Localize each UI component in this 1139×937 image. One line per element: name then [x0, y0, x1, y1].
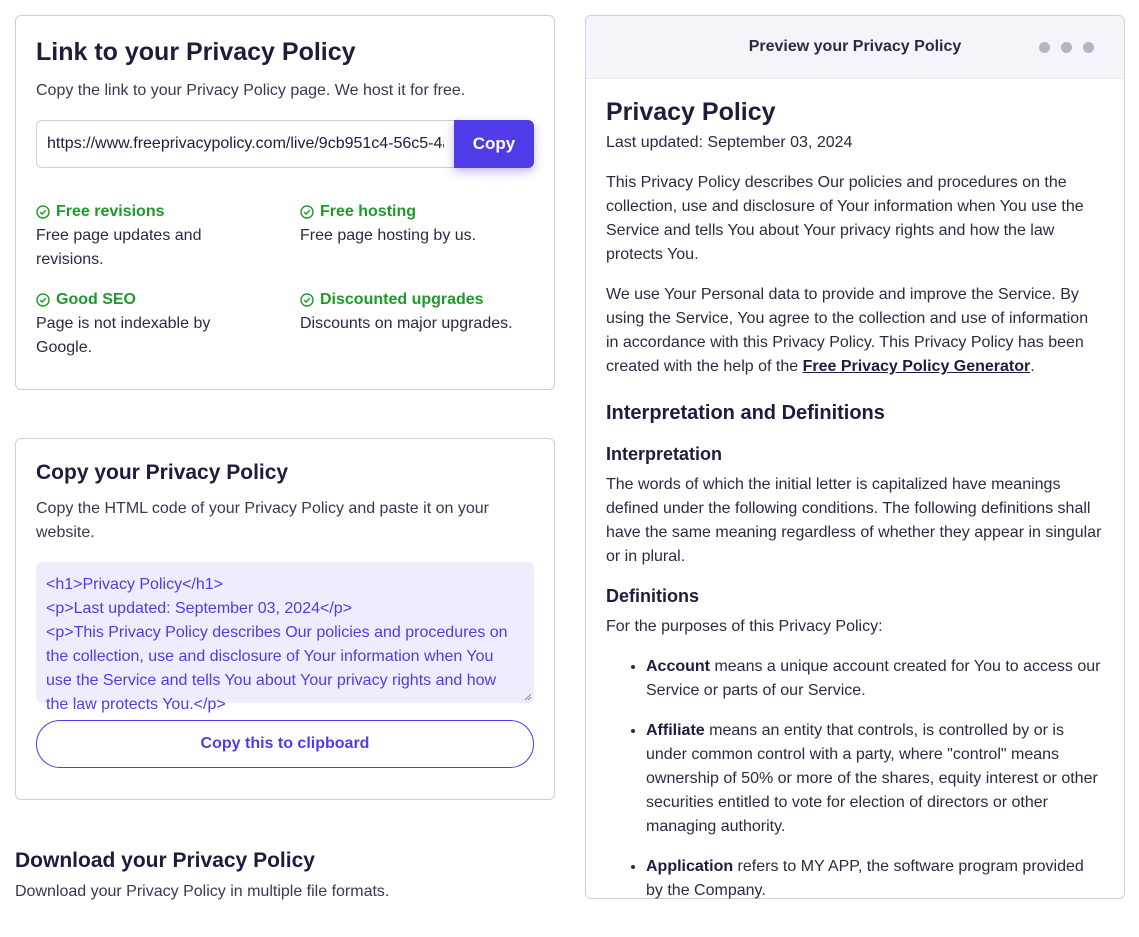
- copy-link-button[interactable]: Copy: [454, 120, 534, 168]
- link-card-title: Link to your Privacy Policy: [36, 38, 356, 66]
- preview-body: [586, 79, 1124, 937]
- feature-desc: Free page hosting by us.: [300, 227, 477, 244]
- policy-url-input[interactable]: [36, 120, 454, 168]
- policy-heading: Privacy Policy: [606, 98, 776, 126]
- preview-header: [586, 16, 1124, 79]
- feature-title: Good SEO: [56, 291, 136, 308]
- feature-free-revisions: [36, 200, 300, 272]
- code-line: <h1>Privacy Policy</h1>: [46, 576, 223, 593]
- check-circle-icon: [300, 293, 314, 307]
- code-line: <p>This Privacy Policy describes Our policies and procedures on: [46, 624, 508, 641]
- code-line: <p>Last updated: September 03, 2024</p>: [46, 600, 353, 617]
- feature-desc: Discounts on major upgrades.: [300, 315, 513, 332]
- list-item: • Application refers to MY APP, the software program provided by the Company.: [646, 855, 1104, 903]
- policy-updated: Last updated: September 03, 2024: [606, 134, 853, 151]
- feature-desc: Page is not indexable by Google.: [36, 315, 211, 356]
- code-line: the law protects You.</p>: [46, 696, 226, 713]
- link-card-subtitle: Copy the link to your Privacy Policy page. We host it for free.: [36, 82, 466, 99]
- definitions-list: [606, 655, 1104, 903]
- feature-desc: Free page updates and revisions.: [36, 227, 202, 268]
- policy-paragraph: We use Your Personal data to provide and improve the Service. By using the Service, You agree to the collection and use of information in accordance with this Privacy Policy. This Privacy Policy has been created with the help of the Free Privacy Policy Generator.: [606, 286, 1089, 375]
- window-dots: [1028, 42, 1094, 53]
- check-circle-icon: [36, 293, 50, 307]
- url-row: [36, 120, 534, 168]
- copy-card: [15, 438, 555, 800]
- copy-card-subtitle: Copy the HTML code of your Privacy Policy and paste it on your website.: [36, 500, 489, 541]
- subsection-heading: Definitions: [606, 586, 699, 606]
- policy-paragraph: For the purposes of this Privacy Policy:: [606, 618, 883, 635]
- download-section: [15, 849, 555, 901]
- feature-discounted-upgrades: [300, 288, 530, 360]
- feature-free-hosting: [300, 200, 530, 272]
- preview-header-title: Preview your Privacy Policy: [748, 38, 962, 55]
- copy-card-title: Copy your Privacy Policy: [36, 461, 289, 484]
- check-circle-icon: [300, 205, 314, 219]
- download-title: Download your Privacy Policy: [15, 849, 315, 872]
- copy-to-clipboard-button[interactable]: Copy this to clipboard: [36, 720, 534, 768]
- feature-title: Free revisions: [56, 203, 165, 220]
- code-line: the collection, use and disclosure of Your information when You: [46, 648, 494, 665]
- feature-title: Free hosting: [320, 203, 417, 220]
- policy-paragraph: The words of which the initial letter is capitalized have meanings defined under the following conditions. The following definitions shall have the same meaning regardless of whether they appear in singular or in plural.: [606, 476, 1102, 565]
- list-item: • Affiliate means an entity that controls, is controlled by or is under common control with a party, where "control" means ownership of 50% or more of the shares, equity interest or other securities entitled to vote for election of directors or other managing authority.: [646, 719, 1104, 839]
- html-code-textarea[interactable]: [36, 562, 534, 713]
- subsection-heading: Interpretation: [606, 444, 723, 464]
- link-card: [15, 15, 555, 390]
- section-heading: Interpretation and Definitions: [606, 402, 885, 424]
- resize-grip-icon[interactable]: [524, 693, 532, 701]
- preview-card: [585, 15, 1125, 899]
- list-item: • Account means a unique account created for You to access our Service or parts of our Service.: [646, 655, 1104, 703]
- features-grid: [36, 200, 534, 360]
- download-subtitle: Download your Privacy Policy in multiple file formats.: [15, 883, 390, 900]
- dot-icon: [1083, 42, 1094, 53]
- policy-paragraph: This Privacy Policy describes Our policies and procedures on the collection, use and disclosure of Your information when You use the Service and tells You about Your privacy rights and how the law protects You.: [606, 174, 1084, 263]
- feature-good-seo: [36, 288, 300, 360]
- dot-icon: [1061, 42, 1072, 53]
- feature-title: Discounted upgrades: [320, 291, 484, 308]
- code-line: use the Service and tells You about Your privacy rights and how: [46, 672, 497, 689]
- generator-link[interactable]: Free Privacy Policy Generator: [802, 358, 1031, 375]
- check-circle-icon: [36, 205, 50, 219]
- dot-icon: [1039, 42, 1050, 53]
